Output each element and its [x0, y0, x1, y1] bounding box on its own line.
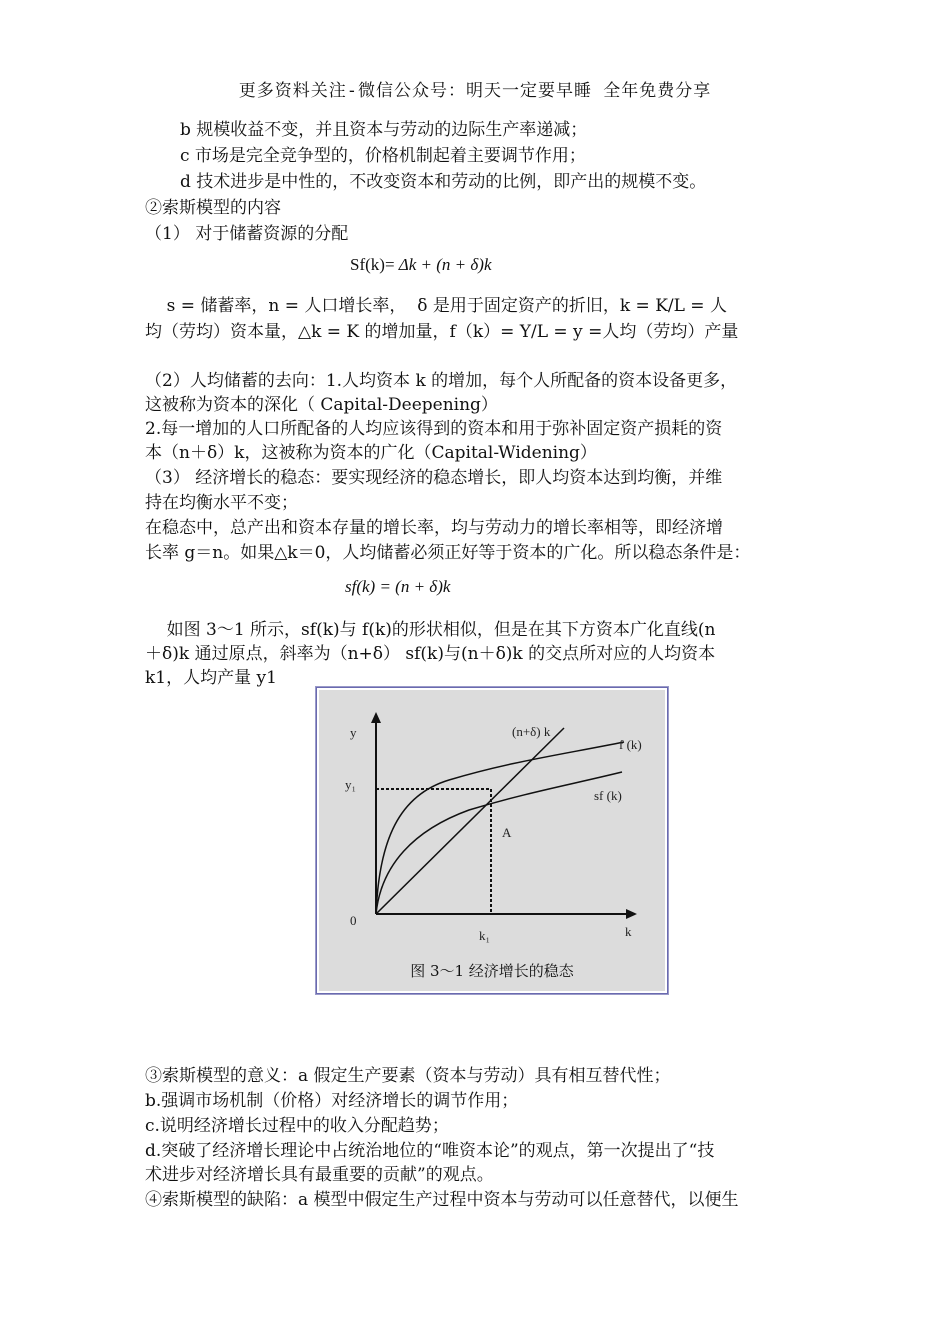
- paragraph-line: d.突破了经济增长理论中占统治地位的“唯资本论”的观点，第一次提出了“技: [145, 1141, 715, 1161]
- paragraph-line: 长率 g＝n。如果△k＝0，人均储蓄必须正好等于资本的广化。所以稳态条件是：: [145, 543, 751, 563]
- figure-background: [319, 690, 665, 991]
- paragraph-line: 术进步对经济增长具有最重要的贡献”的观点。: [145, 1165, 494, 1185]
- paragraph-line: 这被称为资本的深化（ Capital-Deepening）: [145, 395, 498, 415]
- paragraph-line: ④索斯模型的缺陷：a 模型中假定生产过程中资本与劳动可以任意替代，以便生: [145, 1190, 739, 1210]
- paragraph-line: b.强调市场机制（价格）对经济增长的调节作用；: [145, 1091, 519, 1111]
- formula-steady-state-expr: sf(k) = (n + δ)k: [345, 577, 451, 596]
- k1-label: k₁: [479, 928, 491, 943]
- f-curve-label: f (k): [619, 737, 642, 752]
- x-axis-label: k: [625, 924, 632, 939]
- paragraph-line: c.说明经济增长过程中的收入分配趋势；: [145, 1116, 449, 1136]
- paragraph-line: k1，人均产量 y1: [145, 668, 277, 688]
- y-axis-label: y: [350, 725, 357, 740]
- capital-widening-line: [376, 728, 564, 914]
- formula-savings: [350, 255, 492, 275]
- paragraph-line: 在稳态中，总产出和资本存量的增长率，均与劳动力的增长率相等，即经济增: [145, 518, 723, 538]
- paragraph-line: 2.每一增加的人口所配备的人均应该得到的资本和用于弥补固定资产损耗的资: [145, 419, 723, 439]
- paragraph-line: 如图 3～1 所示，sf(k)与 f(k)的形状相似，但是在其下方资本广化直线(n: [145, 620, 716, 640]
- steady-state-point-label: A: [502, 825, 512, 840]
- paragraph-line: d 技术进步是中性的，不改变资本和劳动的比例，即产出的规模不变。: [180, 172, 707, 192]
- sf-curve-label: sf (k): [594, 788, 622, 803]
- origin-label: 0: [350, 913, 357, 928]
- definition-line: s = 储蓄率，n = 人口增长率， δ 是用于固定资产的折旧，k = K/L = 人: [145, 296, 727, 316]
- paragraph-line: ③索斯模型的意义：a 假定生产要素（资本与劳动）具有相互替代性；: [145, 1066, 671, 1086]
- paragraph-line: 本（n＋δ）k，这被称为资本的广化（Capital-Widening）: [145, 443, 597, 463]
- paragraph-line: c 市场是完全竞争型的，价格机制起着主要调节作用；: [180, 146, 586, 166]
- paragraph-line: （3） 经济增长的稳态：要实现经济的稳态增长，即人均资本达到均衡，并维: [145, 468, 723, 488]
- line-label: (n+δ) k: [512, 724, 551, 739]
- paragraph-line: b 规模收益不变，并且资本与劳动的边际生产率递减；: [180, 120, 588, 140]
- paragraph-line: （2）人均储蓄的去向：1.人均资本 k 的增加，每个人所配备的资本设备更多，: [145, 371, 738, 391]
- paragraph-line: ＋δ)k 通过原点，斜率为（n+δ） sf(k)与(n＋δ)k 的交点所对应的人均资本: [145, 644, 716, 664]
- paragraph-line: 持在均衡水平不变；: [145, 493, 298, 513]
- x-axis-arrow: [626, 909, 637, 919]
- page-header: 更多资料关注-微信公众号：明天一定要早睡 全年免费分享: [238, 81, 712, 101]
- solow-diagram: [319, 690, 665, 991]
- subsection-heading: （1） 对于储蓄资源的分配: [145, 224, 349, 244]
- formula-expression: Δk + (n + δ)k: [398, 255, 492, 274]
- y-axis-arrow: [371, 712, 381, 723]
- figure-caption: 图 3～1 经济增长的稳态: [410, 962, 574, 980]
- y1-label: y₁: [345, 777, 357, 792]
- section-heading: ②索斯模型的内容: [145, 198, 281, 218]
- output-curve: [376, 742, 624, 914]
- formula-prefix: Sf(k)=: [350, 255, 395, 274]
- figure-frame: [316, 687, 668, 994]
- definition-line: 均（劳均）资本量，△k = K 的增加量，f（k）= Y/L = y =人均（劳均）产量: [145, 322, 739, 342]
- formula-steady-state: [345, 577, 450, 597]
